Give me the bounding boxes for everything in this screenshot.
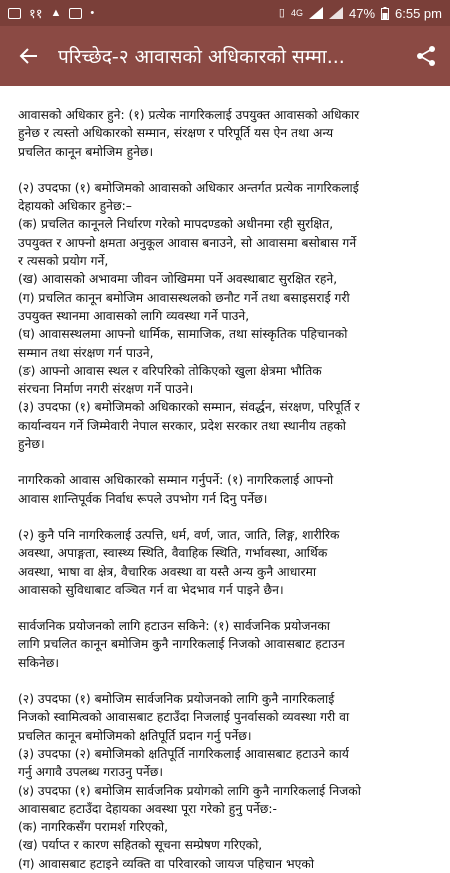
status-right: [279, 6, 442, 21]
text-line: गर्नु अगावै उपलब्ध गराउनु पर्नेछ।: [18, 765, 163, 780]
text-line: र त्यसको प्रयोग गर्ने,: [18, 254, 109, 269]
back-button[interactable]: [0, 26, 58, 86]
text-line: (३) उपदफा (२) बमोजिमको क्षतिपूर्ति नागरिकलाई आवासबाट हटाउने कार्य: [18, 746, 349, 761]
text-line: आवासको अधिकार हुने: (१) प्रत्येक नागरिकलाई उपयुक्त आवासको अधिकार: [18, 108, 360, 122]
signal-icon: [309, 7, 323, 19]
image-icon: [69, 8, 82, 19]
paragraph-gap: [18, 508, 432, 526]
text-line: (२) उपदफा (१) बमोजिमको आवासको अधिकार अन्तर्गत प्रत्येक नागरिकलाई: [18, 180, 359, 195]
paragraph-gap: [18, 599, 432, 617]
text-line: (ख) आवासको अभावमा जीवन जोखिममा पर्ने अवस्थाबाट सुरक्षित रहने,: [18, 272, 338, 287]
text-line: (क) प्रचलित कानूनले निर्धारण गरेको मापदण्डको अधीनमा रही सुरक्षित,: [18, 217, 334, 232]
text-line: अवस्था, अपाङ्गता, स्वास्थ्य स्थिति, वैवाहिक स्थिति, गर्भावस्था, आर्थिक: [18, 546, 328, 561]
paragraph-gap: [18, 672, 432, 690]
text-line: प्रचलित कानून बमोजिमको क्षतिपूर्ति प्रदान गर्नु पर्नेछ।: [18, 728, 252, 743]
text-line: (घ) आवासस्थलमा आफ्नो धार्मिक, सामाजिक, तथा सांस्कृतिक पहिचानको: [18, 327, 348, 342]
paragraph-gap: [18, 161, 432, 179]
paragraph: [18, 179, 432, 453]
paragraph: [18, 690, 432, 873]
network-type: 4G: [290, 8, 303, 18]
text-line: उपयुक्त र आफ्नो क्षमता अनुकूल आवास बनाउने, सो आवासमा बसोबास गर्ने: [18, 235, 357, 250]
battery-percent: 47%: [348, 5, 376, 21]
status-bar: [0, 0, 450, 26]
status-left: [8, 4, 94, 22]
signal-2-icon: [329, 7, 343, 19]
paragraph: [18, 106, 432, 161]
dot-icon: •: [90, 6, 95, 19]
text-line: (ग) प्रचलित कानून बमोजिम आवासस्थलको छनौट गर्ने तथा बसाइसराई गरी: [18, 290, 350, 305]
arrow-left-icon: [19, 46, 39, 66]
text-line: कार्यान्वयन गर्ने जिम्मेवारी नेपाल सरकार, प्रदेश सरकार तथा स्थानीय तहको: [18, 418, 346, 433]
text-line: (ङ) आफ्नो आवास स्थल र वरिपरिको तोकिएको खुला क्षेत्रमा भौतिक: [18, 363, 322, 378]
share-button[interactable]: [402, 26, 450, 86]
clock: 6:55 pm: [395, 5, 442, 21]
text-line: सकिनेछ।: [18, 655, 60, 670]
paragraph: [18, 471, 432, 508]
paragraph: [18, 526, 432, 599]
text-line: संरचना निर्माण नगरी संरक्षण गर्ने पाउने।: [18, 382, 194, 397]
text-line: (ग) आवासबाट हटाइने व्यक्ति वा परिवारको जायज पहिचान भएको: [18, 856, 315, 871]
notification-count: ११: [29, 6, 43, 21]
text-line: आवासबाट हटाउँदा देहायका अवस्था पूरा गरेको हुनु पर्नेछ:-: [18, 801, 277, 816]
text-line: अवस्था, भाषा वा क्षेत्र, वैचारिक अवस्था वा यस्तै अन्य कुनै आधारमा: [18, 564, 317, 579]
text-line: नागरिकको आवास अधिकारको सम्मान गर्नुपर्ने: (१) नागरिकलाई आफ्नो: [18, 473, 334, 488]
drive-icon: ▲: [50, 6, 62, 19]
text-line: हुनेछ र त्यस्तो अधिकारको सम्मान, संरक्षण र परिपूर्ति यस ऐन तथा अन्य: [18, 126, 334, 141]
battery-icon: [381, 7, 389, 20]
text-line: (२) उपदफा (१) बमोजिम सार्वजनिक प्रयोजनको लागि कुनै नागरिकलाई: [18, 692, 335, 707]
text-line: आवास शान्तिपूर्वक निर्वाध रूपले उपभोग गर्न दिनु पर्नेछ।: [18, 491, 268, 506]
paragraph-container: [18, 106, 432, 873]
text-line: देहायको अधिकार हुनेछ:–: [18, 199, 132, 214]
article-content: [0, 86, 450, 871]
text-line: सम्मान तथा संरक्षण गर्न पाउने,: [18, 345, 154, 360]
page-title: परिच्छेद-२ आवासको अधिकारको सम्मा...: [58, 46, 345, 68]
text-line: (३) उपदफा (१) बमोजिमको अधिकारको सम्मान, संवर्द्धन, संरक्षण, परिपूर्ति र: [18, 400, 360, 415]
vibrate-icon: ▯: [278, 6, 285, 19]
text-line: (२) कुनै पनि नागरिकलाई उत्पत्ति, धर्म, वर्ण, जात, जाति, लिङ्ग, शारीरिक: [18, 527, 340, 542]
text-line: (क) नागरिकसँग परामर्श गरिएको,: [18, 820, 168, 835]
text-line: सार्वजनिक प्रयोजनको लागि हटाउन सकिने: (१) सार्वजनिक प्रयोजनका: [18, 619, 330, 634]
paragraph-gap: [18, 453, 432, 471]
text-line: (४) उपदफा (१) बमोजिम सार्वजनिक प्रयोगको लागि कुनै नागरिकलाई निजको: [18, 783, 361, 798]
text-line: (ख) पर्याप्त र कारण सहितको सूचना सम्प्रेषण गरिएको,: [18, 838, 263, 853]
text-line: आवासको सुविधाबाट वञ्चित गर्न वा भेदभाव गर्न पाइने छैन।: [18, 582, 284, 597]
notification-app-icon: [8, 8, 21, 19]
text-line: लागि प्रचलित कानून बमोजिम कुनै नागरिकलाई निजको आवासबाट हटाउन: [18, 637, 345, 652]
paragraph: [18, 617, 432, 672]
text-line: उपयुक्त स्थानमा आवासको लागि व्यवस्था गर्ने पाउने,: [18, 308, 250, 323]
text-line: निजको स्वामित्वको आवासबाट हटाउँदा निजलाई पुनर्वासको व्यवस्था गरी वा: [18, 710, 350, 725]
text-line: प्रचलित कानून बमोजिम हुनेछ।: [18, 144, 154, 159]
app-bar: [0, 26, 450, 86]
share-icon: [416, 45, 436, 67]
text-line: हुनेछ।: [18, 437, 45, 452]
